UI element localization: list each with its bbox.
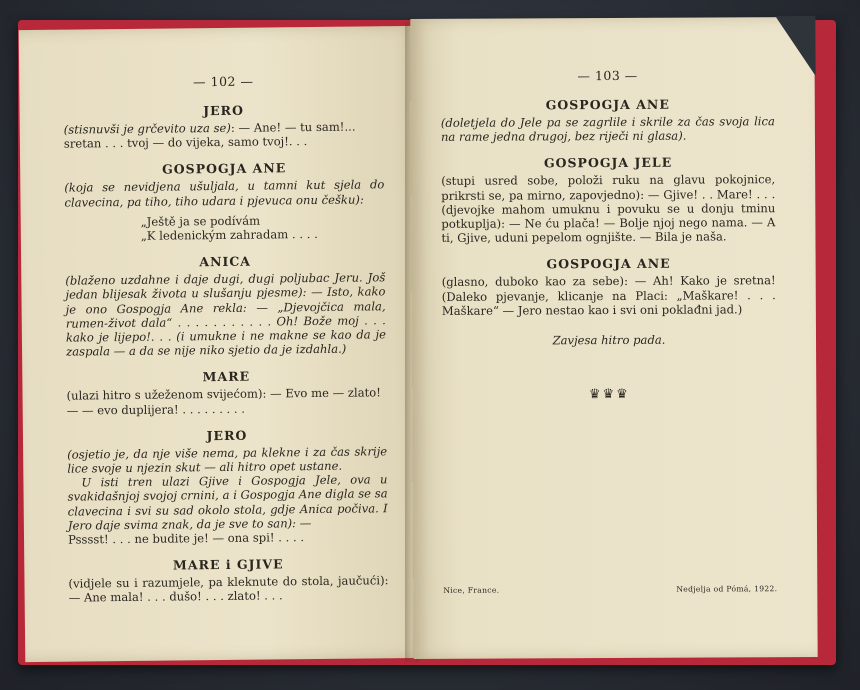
song-line: „Ještě ja se podívám: [140, 213, 261, 229]
crown-ornament-icon: ♛♛♛: [588, 386, 630, 403]
speaker-name: GOSPOGJA ANE: [545, 96, 670, 113]
speaker-name: ANICA: [199, 253, 252, 270]
left-page: [19, 26, 424, 662]
speaker-name: GOSPOGJA ANE: [161, 160, 287, 178]
dialogue-block: [67, 426, 392, 547]
dialogue-line: (stupi usred sobe, položi ruku na glavu pokojnice, prikrsti se, pa mirno, zapovjedno): — Gjive! . . Mare! . . . (djevojke mahom umuknu i povuku se u donju tminu potkuplja): — Ne ću plača! — Bolje njoj nego nama. — A ti, Gjive, uduni pepelom ognjište. — Bila je naša.: [441, 172, 780, 246]
dialogue-line: (ulazi hitro s užeženom svijećom): — Evo me — zlato!: [66, 385, 381, 404]
dialogue-line: (glasno, duboko kao za sebe): — Ah! Kako je sretna! (Daleko pjevanje, klicanje na Placi: „Maškare! . . . Maškare“ — Jero nestao kao i svi oni poklađni jad.): [441, 273, 780, 318]
speaker-name: GOSPOGJA ANE: [546, 256, 671, 272]
speaker-name: MARE i GJIVE: [172, 556, 284, 573]
stage-direction: (stisnuvši je grčevito uza se): [63, 120, 231, 137]
dialogue-line: (blaženo uzdahne i daje dugi, dugi poljubac Jeru. Još jedan blijesak života u slušanju pjesme): — Isto, kako je ono Gospogja Ane rekla: — „Djevojčica mala, rumen-život dala“ . . . . . . . . . . . Oh! Bože moj . . . kako je lijepo!. . . (i umukne i ne makne se kao da je zaspala — a da se nije niko sjetio da je izdahla.): [65, 270, 390, 359]
stage-direction: U isti tren ulazi Gjive i Gospogja Jele, ova u svakidašnjoj svojoj crnini, a i Gospogja Ane digla se sa clavecina i svi su sad okolo stola, gdje Anica počiva. I Jero daje svima znak, da je sve to san): —: [67, 472, 392, 533]
stage-direction: (doletjela do Jele pa se zagrlile i skrile za čas svoja lica na rame jedna drugoj, bez riječi ni glasa).: [440, 114, 779, 145]
colophon-place: Nice, France.: [443, 585, 500, 595]
right-page: [410, 17, 817, 659]
dialogue-line: — — evo duplijera! . . . . . . . . .: [66, 401, 246, 418]
dialogue-block: [63, 101, 383, 151]
dialogue-block: [64, 160, 389, 244]
folded-corner: [775, 16, 815, 76]
dialogue-line: (stisnuvši je grčevito uza se): — Ane! — tu sam!...: [63, 119, 356, 137]
colophon-date: Nedjelja od Pómá, 1922.: [676, 584, 778, 594]
colophon: [443, 584, 777, 595]
stage-direction: (osjetio je, da nje više nema, pa kleknе i za čas skrije lice svoje u njezin skut — ali hitro opet ustane.: [67, 444, 391, 476]
dialogue-block: [66, 368, 386, 418]
closing-stage-direction: Zavjesa hitro pada.: [552, 332, 666, 348]
page-number-right: — 103 —: [577, 67, 638, 84]
dialogue-line: (vidjele su i razumjele, pa kleknute do stola, jaučući): — Ane mala! . . . dušo! . . . zlato! . . .: [68, 573, 393, 606]
dialogue-block: [65, 252, 390, 359]
stage-direction: (koja se nevidjena ušuljala, u tamni kut sjela do clavecina, pa tiho, tiho udara i pjevuca onu češku):: [64, 177, 389, 210]
speaker-name: JERO: [203, 102, 244, 119]
dialogue-block: [441, 155, 780, 246]
song-line: „K ledenickým zahradam . . . .: [140, 226, 318, 243]
dialogue-line: Psssst! . . . ne budite je! — ona spi! . . . .: [67, 530, 305, 547]
page-number-left: — 102 —: [193, 73, 254, 90]
speaker-name: GOSPOGJA JELE: [543, 155, 673, 171]
speaker-name: JERO: [206, 427, 248, 443]
dialogue-block: [68, 556, 393, 606]
dialogue-block: [441, 256, 780, 318]
speaker-name: MARE: [202, 369, 251, 385]
dialogue-line: sretan . . . tvoj — do vijeka, samo tvoj!. . .: [63, 134, 308, 151]
dialogue-block: [440, 96, 779, 145]
